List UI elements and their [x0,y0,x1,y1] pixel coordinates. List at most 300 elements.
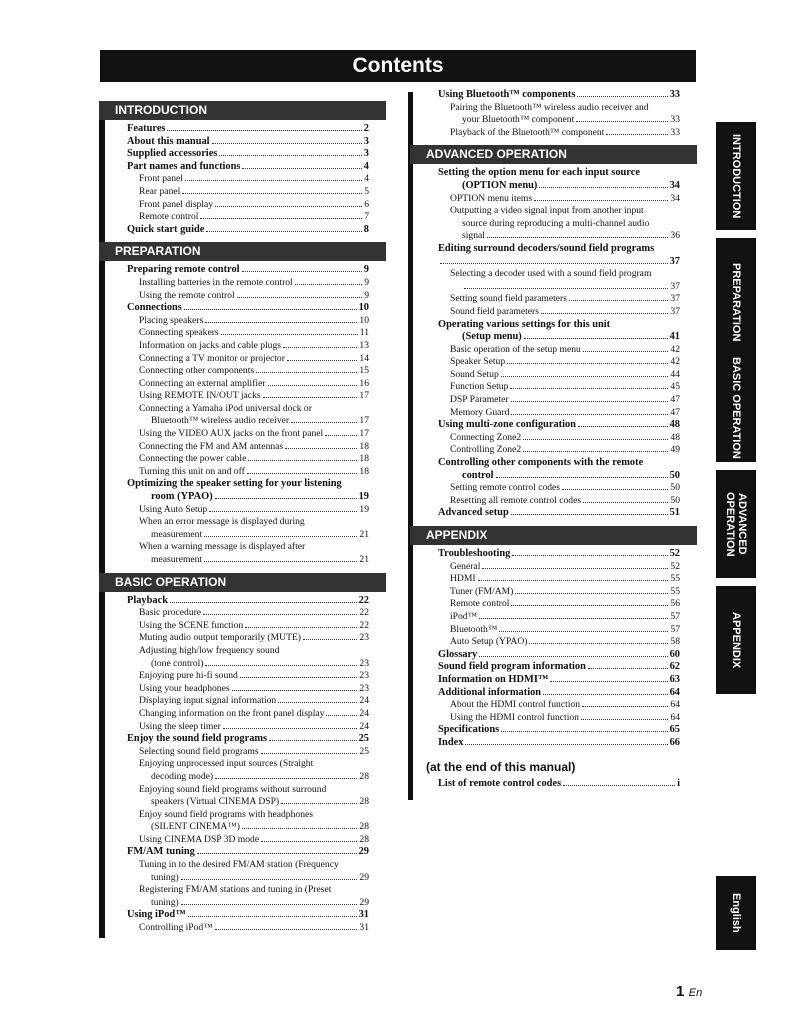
dot-leader [510,388,668,389]
toc-entry-page: 23 [359,670,369,682]
toc-entry[interactable] [410,369,680,382]
toc-entry-title: Bluetooth™ wireless audio receiver [151,415,290,427]
section-header-advanced-operation: ADVANCED OPERATION [410,145,697,164]
toc-entry[interactable] [99,922,369,935]
toc-entry-title: HDMI [450,573,476,585]
toc-entry[interactable] [99,695,369,708]
toc-entry[interactable] [99,529,369,542]
toc-entry-page: 9 [364,276,369,288]
toc-entry-page: 14 [359,352,369,364]
toc-entry[interactable] [410,268,680,281]
dot-leader [261,753,358,754]
dot-leader [541,313,668,314]
toc-entry[interactable] [410,699,680,712]
dot-leader [326,715,357,716]
dot-leader [582,706,668,707]
toc-entry-title: Pairing the Bluetooth™ wireless audio receiver and [450,101,649,113]
toc-entry[interactable] [410,649,680,662]
dot-leader [583,351,669,352]
toc-entry[interactable] [410,778,680,791]
toc-entry-title: Function Setup [450,381,509,393]
toc-entry[interactable] [99,821,369,834]
dot-leader [242,828,358,829]
toc-entry-page: 4 [364,173,369,185]
toc-entry-page: 65 [669,724,680,736]
side-tab-basic-operation[interactable]: BASIC OPERATION [716,354,756,462]
toc-entry[interactable] [410,636,680,649]
toc-entry-page: 42 [670,356,680,368]
toc-entry-page: 18 [359,440,369,452]
dot-leader [219,155,361,156]
toc-entry-title: Information on jacks and cable plugs [139,339,281,351]
toc-entry-title: Tuner (FM/AM) [450,585,514,597]
toc-entry[interactable] [410,548,680,561]
dot-leader [501,376,669,377]
toc-entry-page: 2 [363,123,369,134]
toc-entry-page: 60 [669,648,680,660]
toc-entry[interactable] [410,230,680,243]
toc-entry[interactable] [99,658,369,671]
toc-entry-title: Remote control [139,211,199,223]
toc-entry-page: 17 [359,390,369,402]
toc-entry-title: Sound Setup [450,368,499,380]
toc-entry[interactable] [99,504,369,517]
toc-entry[interactable] [99,390,369,403]
toc-entry[interactable] [410,586,680,599]
toc-entry[interactable] [99,607,369,620]
toc-entry-page: 66 [669,736,680,748]
toc-entry-page: 5 [364,185,369,197]
toc-entry-title: Using Bluetooth™ components [438,89,576,100]
toc-entry[interactable] [410,205,680,218]
toc-entry-page: 50 [669,469,680,481]
toc-entry-title: Front panel display [139,198,214,210]
toc-entry[interactable] [99,415,369,428]
toc-entry[interactable] [99,683,369,696]
section-header-basic-operation: BASIC OPERATION [99,573,386,592]
toc-entry[interactable] [99,428,369,441]
toc-entry[interactable] [99,441,369,454]
toc-entry[interactable] [410,432,680,445]
toc-entry[interactable] [410,319,680,332]
toc-entry-page: 31 [358,909,369,921]
toc-entry[interactable] [410,218,680,231]
dot-leader [562,489,668,490]
dot-leader [482,568,668,569]
dot-leader [205,322,357,323]
toc-entry[interactable] [99,746,369,759]
dot-leader [325,435,357,436]
toc-entry-title: Setting remote control codes [450,482,561,494]
dot-leader [606,134,668,135]
toc-entry-title: Controlling iPod™ [139,922,213,934]
toc-entry-page: 49 [670,444,680,456]
dot-leader [240,677,358,678]
toc-entry[interactable] [99,148,369,161]
toc-entry[interactable] [99,353,369,366]
toc-entry[interactable] [99,491,369,504]
dot-leader [581,719,668,720]
toc-entry-title: room (YPAO) [151,491,213,503]
toc-entry-title: Memory Guard [450,406,510,418]
dot-leader [215,498,357,499]
toc-entry[interactable] [410,394,680,407]
toc-entry[interactable] [99,809,369,822]
toc-entry[interactable] [99,846,369,859]
toc-entry-title: Editing surround decoders/sound field programs [438,242,655,254]
toc-entry[interactable] [99,453,369,466]
dot-leader [577,96,667,97]
toc-entry[interactable] [410,495,680,508]
toc-entry-page: 52 [669,548,680,559]
toc-entry-page: 24 [359,720,369,732]
toc-entry[interactable] [99,834,369,847]
dot-leader [247,473,358,474]
toc-entry[interactable] [410,661,680,674]
toc-entry[interactable] [410,127,680,140]
toc-entry-page: 10 [359,314,369,326]
toc-entry[interactable] [410,674,680,687]
toc-entry-page: 33 [670,114,680,126]
toc-entry-title: Quick start guide [127,223,205,235]
toc-entry[interactable] [99,554,369,567]
toc-entry-page: 6 [364,198,369,210]
toc-entry[interactable] [99,186,369,199]
toc-entry-title: When an error message is displayed during [139,516,305,528]
dot-leader [181,904,358,905]
dot-leader [583,502,668,503]
toc-entry-title: measurement [151,554,203,565]
dot-leader [515,593,668,594]
toc-entry-title: Optimizing the speaker setting for your listening [127,478,342,490]
toc-entry-title: Using the remote control [139,289,235,301]
toc-left-column [99,95,369,935]
toc-entry[interactable] [99,859,369,872]
side-tab-preparation[interactable]: PREPARATION [716,238,756,366]
toc-entry[interactable] [410,724,680,737]
toc-entry[interactable] [99,771,369,784]
toc-entry[interactable] [99,224,369,237]
toc-entry[interactable] [410,193,680,206]
toc-entry-title: speakers (Virtual CINEMA DSP) [151,796,280,808]
toc-entry[interactable] [410,256,680,269]
toc-entry-page: 64 [670,699,680,711]
toc-entry[interactable] [99,620,369,633]
toc-entry[interactable] [410,293,680,306]
toc-entry[interactable] [99,595,369,608]
toc-entry[interactable] [99,708,369,721]
toc-entry[interactable] [99,161,369,174]
toc-entry[interactable] [410,561,680,574]
dot-leader [281,803,357,804]
dot-leader [212,143,362,144]
dot-leader [465,744,667,745]
toc-entry[interactable] [410,167,680,180]
toc-entry-title: Bluetooth™ [450,623,498,635]
toc-entry[interactable] [410,180,680,193]
toc-entry[interactable] [99,909,369,922]
toc-entry-page: 42 [670,343,680,355]
toc-entry[interactable] [410,243,680,256]
end-of-manual-heading: (at the end of this manual) [426,759,576,774]
toc-entry-page: 9 [363,264,369,276]
toc-entry-title: Auto Setup (YPAO) [450,636,528,648]
toc-entry-page: 52 [670,560,680,572]
toc-entry-title: Enjoying pure hi-fi sound [139,670,238,682]
dot-leader [204,536,357,537]
toc-entry[interactable] [410,281,680,294]
toc-entry-title: Using REMOTE IN/OUT jacks [139,390,261,402]
toc-entry[interactable] [99,315,369,328]
toc-entry-title: Setting the option menu for each input source [438,167,640,179]
toc-entry[interactable] [410,102,680,115]
toc-entry-title: Adjusting high/low frequency sound [139,644,280,656]
toc-entry[interactable] [410,624,680,637]
dot-leader [221,334,358,335]
dot-leader [576,121,668,122]
toc-entry-title: Supplied accessories [127,148,218,160]
toc-entry-page: 47 [670,406,680,418]
toc-entry-page: 64 [670,711,680,723]
toc-entry-page: 29 [359,871,369,883]
toc-entry-page: 55 [670,585,680,597]
toc-entry-page: 33 [669,89,680,100]
toc-entry-page: 21 [359,528,369,540]
toc-entry[interactable] [99,290,369,303]
dot-leader [215,929,358,930]
toc-entry-page: 28 [359,796,369,808]
toc-entry-page: 21 [359,554,369,565]
toc-entry[interactable] [99,541,369,554]
toc-entry-page: 37 [670,305,680,317]
toc-entry[interactable] [99,277,369,290]
toc-entry[interactable] [410,331,680,344]
toc-entry[interactable] [99,632,369,645]
side-tab-appendix[interactable]: APPENDIX [716,586,756,694]
toc-entry-title: Sound field program information [438,661,586,673]
dot-leader [206,231,361,232]
dot-leader [269,740,357,741]
toc-entry[interactable] [99,136,369,149]
toc-entry[interactable] [99,123,369,136]
toc-entry-title: Operating various settings for this unit [438,318,611,330]
toc-entry-title: Connecting a Yamaha iPod universal dock or [139,402,312,414]
dot-leader [283,347,357,348]
toc-entry-title: Turning this unit on and off [139,465,245,477]
section-header-introduction: INTRODUCTION [99,101,386,120]
toc-entry[interactable] [99,302,369,315]
toc-entry-title: When a warning message is displayed after [139,541,306,553]
toc-entry-title: Connecting other components [139,365,255,377]
toc-entry-title: Connecting speakers [139,327,219,339]
toc-entry-page: 16 [359,377,369,389]
toc-entry[interactable] [410,737,680,750]
toc-entry[interactable] [99,721,369,734]
dot-leader [440,263,668,264]
toc-entry-page: 28 [359,770,369,782]
toc-entry-title: decoding mode) [151,770,214,782]
toc-entry-title: Using your headphones [139,682,230,694]
dot-leader [215,206,362,207]
toc-entry-page: 47 [670,394,680,406]
toc-entry-page: 55 [670,573,680,585]
toc-entry[interactable] [410,344,680,357]
dot-leader [232,690,358,691]
toc-entry-page: 25 [359,745,369,757]
toc-entry-page: 13 [359,339,369,351]
toc-entry-page: 58 [670,636,680,648]
toc-right-column [410,89,680,790]
toc-entry-title: Enjoying sound field programs without surround [139,783,327,795]
toc-entry-page: 10 [358,302,369,314]
toc-entry[interactable] [410,687,680,700]
dot-leader [543,694,668,695]
toc-entry-page: 34 [669,179,680,191]
toc-entry-page: 22 [358,594,369,606]
toc-entry[interactable] [99,173,369,186]
toc-entry[interactable] [99,365,369,378]
dot-leader [197,853,357,854]
toc-entry-title: Using the sleep timer [139,720,221,732]
toc-entry-title: (SILENT CINEMA™) [151,821,240,833]
toc-entry[interactable] [99,733,369,746]
toc-entry[interactable] [99,884,369,897]
toc-entry-title: Using iPod™ [127,909,186,921]
toc-entry[interactable] [99,378,369,391]
toc-entry[interactable] [410,89,680,102]
side-tab-advanced-operation[interactable]: ADVANCED OPERATION [716,470,756,578]
toc-entry-title: Resetting all remote control codes [450,494,582,506]
dot-leader [539,187,667,188]
toc-entry-title: Selecting a decoder used with a sound field program [450,268,652,280]
toc-entry-page: 3 [363,135,369,147]
toc-entry[interactable] [410,470,680,483]
toc-entry[interactable] [99,758,369,771]
toc-entry[interactable] [99,897,369,910]
toc-entry[interactable] [410,712,680,725]
toc-entry[interactable] [410,573,680,586]
toc-entry-title: About this manual [127,135,210,147]
toc-entry[interactable] [99,264,369,277]
dot-leader [167,130,361,131]
toc-entry[interactable] [99,340,369,353]
toc-entry-title: Rear panel [139,185,181,197]
toc-entry-page: 57 [670,610,680,622]
toc-entry-title: Connecting Zone2 [450,431,522,443]
toc-entry[interactable] [410,114,680,127]
toc-entry[interactable] [99,784,369,797]
toc-entry-page: 24 [359,707,369,719]
toc-entry-title: Changing information on the front panel display [139,707,325,719]
toc-entry-title: List of remote control codes [438,777,562,789]
section-header-appendix: APPENDIX [410,526,697,545]
toc-entry-page: 33 [670,126,680,138]
toc-entry[interactable] [99,466,369,479]
dot-leader [170,602,357,603]
toc-entry[interactable] [410,611,680,624]
toc-entry-title: Enjoy sound field programs with headphones [139,808,313,820]
toc-entry-page: 15 [359,365,369,377]
toc-entry-page: 37 [670,280,680,292]
toc-entry[interactable] [99,872,369,885]
toc-entry-title: Troubleshooting [438,548,511,559]
toc-entry-title: Index [438,736,464,748]
toc-entry-page: 45 [670,381,680,393]
dot-leader [512,555,667,556]
toc-entry-title: measurement [151,528,203,540]
toc-entry[interactable] [410,507,680,520]
toc-entry-page: 23 [359,657,369,669]
dot-leader [215,778,357,779]
toc-entry[interactable] [410,457,680,470]
toc-entry-page: 17 [359,415,369,427]
toc-entry[interactable] [99,478,369,491]
toc-entry[interactable] [410,444,680,457]
dot-leader [278,702,357,703]
toc-entry[interactable] [410,419,680,432]
toc-entry-title: tuning) [151,896,179,908]
toc-entry[interactable] [99,211,369,224]
toc-entry[interactable] [410,482,680,495]
toc-entry[interactable] [99,403,369,416]
toc-entry[interactable] [99,199,369,212]
toc-entry-title: Enjoy the sound field programs [127,733,268,745]
dot-leader [588,668,668,669]
toc-entry-page: 57 [670,623,680,635]
dot-leader [204,561,357,562]
side-tab-introduction[interactable]: INTRODUCTION [716,122,756,230]
toc-entry-title: Using CINEMA DSP 3D mode [139,833,260,845]
toc-entry[interactable] [99,327,369,340]
toc-entry-page: 22 [359,607,369,619]
toc-entry[interactable] [99,670,369,683]
toc-entry[interactable] [99,796,369,809]
toc-entry-title: OPTION menu items [450,192,533,204]
toc-entry-title: Playback of the Bluetooth™ component [450,126,605,138]
dot-leader [523,439,668,440]
toc-entry[interactable] [410,598,680,611]
toc-entry-page: 63 [669,673,680,685]
toc-entry-title: Using multi-zone configuration [438,419,576,431]
side-tab-english: English [716,876,756,950]
toc-entry-title: Placing speakers [139,314,204,326]
toc-entry-page: 41 [669,331,680,343]
toc-entry-title: Controlling Zone2 [450,444,522,456]
toc-entry-page: 44 [670,368,680,380]
dot-leader [268,385,358,386]
toc-entry[interactable] [99,516,369,529]
toc-entry[interactable] [410,407,680,420]
dot-leader [261,841,357,842]
dot-leader [487,237,668,238]
dot-leader [524,338,668,339]
toc-entry-title: Using Auto Setup [139,503,208,515]
toc-entry[interactable] [410,381,680,394]
dot-leader [287,360,357,361]
dot-leader [295,284,362,285]
toc-entry-title: Installing batteries in the remote control [139,276,293,288]
toc-entry-title: Connecting a TV monitor or projector [139,352,285,364]
toc-entry-title: Controlling other components with the remote [438,457,644,469]
toc-entry[interactable] [99,645,369,658]
toc-entry[interactable] [410,356,680,369]
toc-entry-page: 48 [669,419,680,431]
toc-entry-title: Specifications [438,724,500,736]
dot-leader [511,605,668,606]
toc-entry[interactable] [410,306,680,319]
toc-entry-title: Information on HDMI™ [438,673,549,685]
contents-title: Contents [100,50,696,82]
